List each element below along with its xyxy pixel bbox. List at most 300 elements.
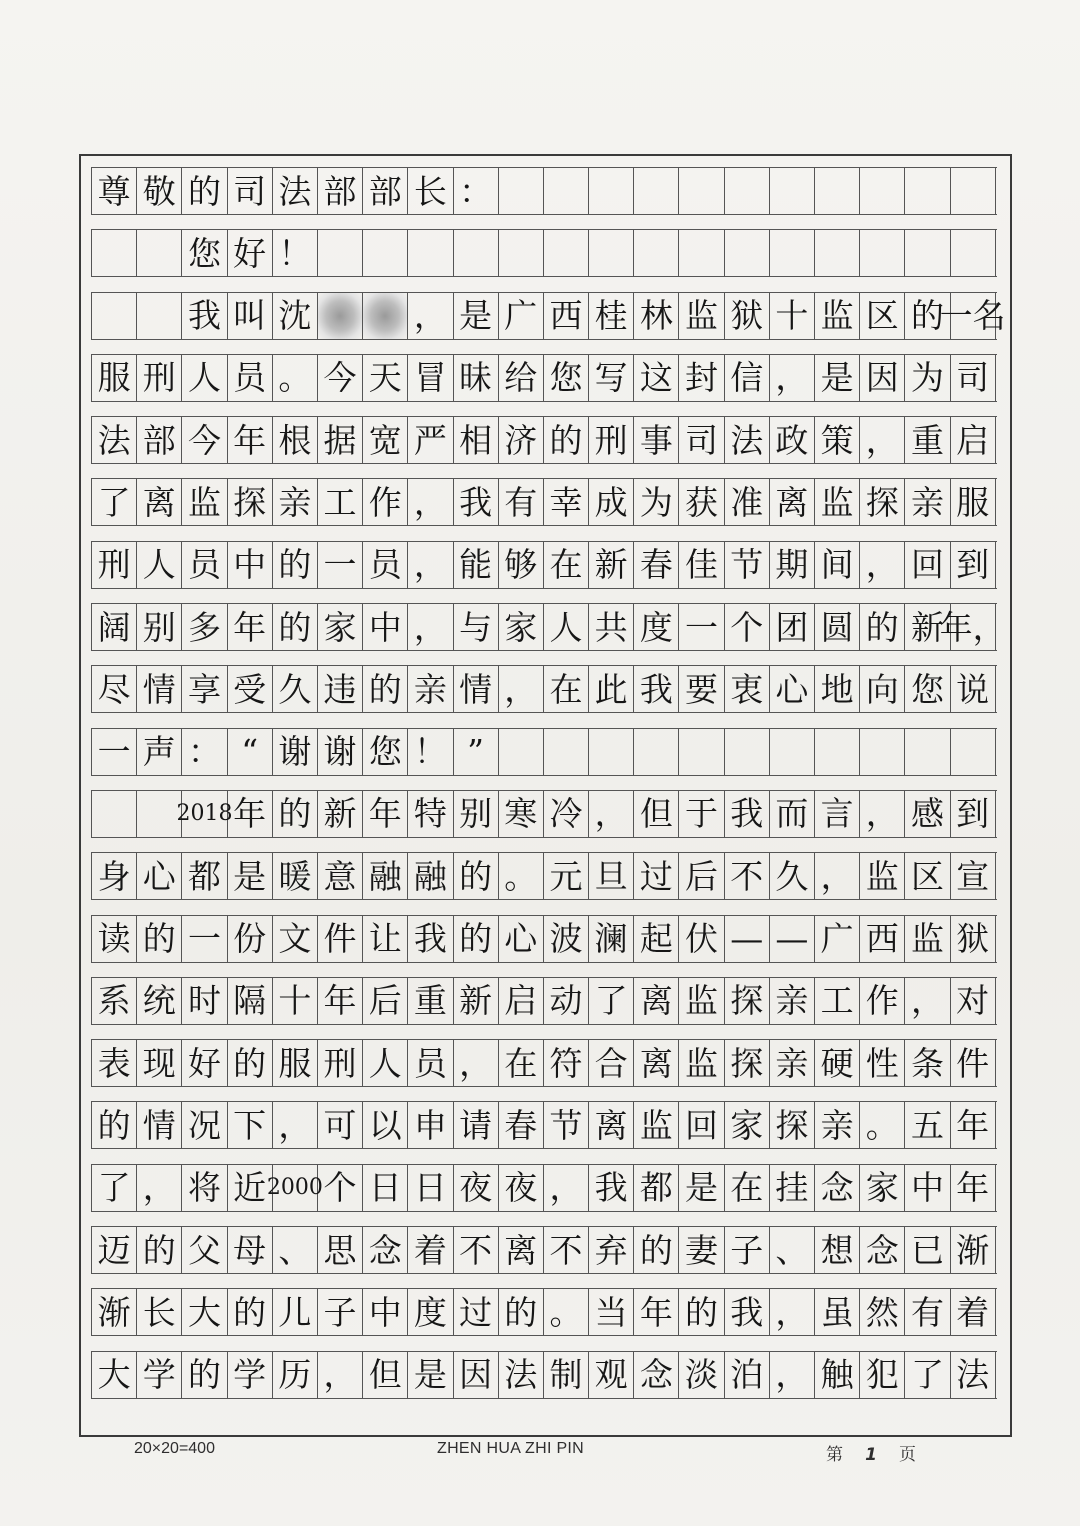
- grid-cell: 的: [228, 1289, 273, 1335]
- grid-cell: 节: [544, 1102, 589, 1148]
- grid-cell: [544, 168, 589, 214]
- grid-cell: 西: [544, 293, 589, 339]
- grid-cell: 情: [137, 1102, 182, 1148]
- grid-cell: 说: [951, 666, 996, 712]
- grid-cell: [634, 230, 679, 276]
- grid-cell: 到: [951, 542, 996, 588]
- grid-cell: 别: [454, 791, 499, 837]
- grid-cell: 后: [679, 853, 724, 899]
- grid-cell: 妻: [679, 1227, 724, 1273]
- grid-cell: “: [228, 729, 273, 775]
- grid-cell: 成: [589, 479, 634, 525]
- grid-row: [91, 728, 997, 776]
- grid-cell: 是: [454, 293, 499, 339]
- grid-cell: 日: [408, 1165, 453, 1211]
- grid-cell: [679, 168, 724, 214]
- grid-cell: 监: [860, 853, 905, 899]
- grid-cell: [454, 230, 499, 276]
- grid-cell: 作: [363, 479, 408, 525]
- grid-cell: 已: [905, 1227, 950, 1273]
- grid-cell: 相: [454, 417, 499, 463]
- page-number-label: [826, 1440, 916, 1465]
- grid-cell: 起: [634, 916, 679, 962]
- grid-cell: 的: [228, 1040, 273, 1086]
- grid-cell: 探: [770, 1102, 815, 1148]
- grid-cell: 是: [228, 853, 273, 899]
- grid-cell: 制: [544, 1352, 589, 1398]
- grid-cell: 触: [815, 1352, 860, 1398]
- grid-cell: 工: [318, 479, 363, 525]
- grid-cell: 不: [725, 853, 770, 899]
- grid-cell: 法: [951, 1352, 996, 1398]
- grid-cell: 想: [815, 1227, 860, 1273]
- grid-cell: 请: [454, 1102, 499, 1148]
- grid-cell: 都: [182, 853, 227, 899]
- grid-cell: 的: [679, 1289, 724, 1335]
- grid-cell: 寒: [499, 791, 544, 837]
- grid-cell: 事: [634, 417, 679, 463]
- grid-cell: 的: [634, 1227, 679, 1273]
- grid-cell: 的: [92, 1102, 137, 1148]
- grid-cell: 夜: [454, 1165, 499, 1211]
- grid-cell: 一名: [951, 293, 996, 339]
- grid-cell: 渐: [951, 1227, 996, 1273]
- grid-cell: [318, 230, 363, 276]
- grid-cell: 法: [725, 417, 770, 463]
- grid-row: [91, 1039, 997, 1087]
- grid-cell: ，: [905, 978, 950, 1024]
- grid-cell: 刑: [318, 1040, 363, 1086]
- grid-cell: 融: [363, 853, 408, 899]
- grid-cell: ！: [408, 729, 453, 775]
- grid-cell: 工: [815, 978, 860, 1024]
- grid-cell: 离: [589, 1102, 634, 1148]
- grid-cell: [905, 729, 950, 775]
- grid-cell: [92, 230, 137, 276]
- grid-cell: 是: [408, 1352, 453, 1398]
- grid-cell: 离: [770, 479, 815, 525]
- grid-cell: 今: [182, 417, 227, 463]
- grid-cell: 近: [228, 1165, 273, 1211]
- grid-cell: 硬: [815, 1040, 860, 1086]
- grid-cell: 衷: [725, 666, 770, 712]
- grid-cell: 西: [860, 916, 905, 962]
- grid-cell: 情: [454, 666, 499, 712]
- grid-cell: ，: [860, 791, 905, 837]
- grid-cell: 谢: [273, 729, 318, 775]
- grid-cell: 在: [544, 666, 589, 712]
- grid-cell: 声: [137, 729, 182, 775]
- grid-cell: 波: [544, 916, 589, 962]
- grid-cell: ，: [860, 542, 905, 588]
- grid-cell: 文: [273, 916, 318, 962]
- grid-cell: 违: [318, 666, 363, 712]
- grid-cell: 离: [499, 1227, 544, 1273]
- grid-cell: [499, 168, 544, 214]
- grid-cell: [860, 168, 905, 214]
- grid-cell: 广: [499, 293, 544, 339]
- grid-cell: 多: [182, 604, 227, 650]
- grid-cell: 合: [589, 1040, 634, 1086]
- grid-cell: 夜: [499, 1165, 544, 1211]
- grid-cell: 此: [589, 666, 634, 712]
- grid-cell: ！: [273, 230, 318, 276]
- grid-row: [91, 229, 997, 277]
- grid-cell: 您: [363, 729, 408, 775]
- grid-cell: 宣: [951, 853, 996, 899]
- grid-cell: 您: [905, 666, 950, 712]
- grid-cell: [951, 168, 996, 214]
- grid-cell: 好: [182, 1040, 227, 1086]
- grid-cell: 下: [228, 1102, 273, 1148]
- grid-cell: ，: [770, 355, 815, 401]
- grid-cell: 了: [589, 978, 634, 1024]
- grid-cell: 的: [544, 417, 589, 463]
- grid-cell: 亲: [770, 978, 815, 1024]
- grid-cell: 刑: [137, 355, 182, 401]
- grid-cell: 刑: [92, 542, 137, 588]
- grid-cell: 员: [363, 542, 408, 588]
- grid-cell: [905, 230, 950, 276]
- grid-row: [91, 1226, 997, 1274]
- grid-cell: 年: [951, 1102, 996, 1148]
- grid-cell: 监: [182, 479, 227, 525]
- grid-cell: 法: [499, 1352, 544, 1398]
- grid-cell: [137, 293, 182, 339]
- grid-cell: 昧: [454, 355, 499, 401]
- grid-cell: 探: [725, 1040, 770, 1086]
- grid-cell: 据: [318, 417, 363, 463]
- grid-cell: 心: [770, 666, 815, 712]
- grid-cell: ，: [137, 1165, 182, 1211]
- grid-cell: 一: [679, 604, 724, 650]
- grid-cell: 但: [363, 1352, 408, 1398]
- page-prefix: 第: [826, 1445, 843, 1465]
- grid-cell: 因: [860, 355, 905, 401]
- grid-cell: 2018: [182, 791, 227, 837]
- grid-cell: 重: [408, 978, 453, 1024]
- grid-cell: 年: [363, 791, 408, 837]
- grid-cell: 大: [182, 1289, 227, 1335]
- grid-cell: 亲: [408, 666, 453, 712]
- grid-cell: 阔: [92, 604, 137, 650]
- grid-row: [91, 1164, 997, 1212]
- grid-cell: 地: [815, 666, 860, 712]
- grid-cell: ：: [182, 729, 227, 775]
- grid-cell: [815, 168, 860, 214]
- grid-cell: 冒: [408, 355, 453, 401]
- grid-cell: 写: [589, 355, 634, 401]
- grid-cell: 的: [273, 791, 318, 837]
- grid-cell: 为: [634, 479, 679, 525]
- grid-cell: 年: [951, 1165, 996, 1211]
- grid-cell: 敬: [137, 168, 182, 214]
- grid-cell: 旦: [589, 853, 634, 899]
- grid-cell: ，: [454, 1040, 499, 1086]
- grid-cell: 泊: [725, 1352, 770, 1398]
- grid-cell: 刑: [589, 417, 634, 463]
- grid-cell: 司: [228, 168, 273, 214]
- grid-cell: 新: [905, 604, 950, 650]
- grid-cell: 动: [544, 978, 589, 1024]
- grid-cell: 以: [363, 1102, 408, 1148]
- grid-cell: 一: [182, 916, 227, 962]
- grid-cell: 区: [860, 293, 905, 339]
- grid-cell: 新: [454, 978, 499, 1024]
- grid-cell: 过: [454, 1289, 499, 1335]
- grid-cell: 日: [363, 1165, 408, 1211]
- grid-cell: 学: [228, 1352, 273, 1398]
- grid-cell: ，: [815, 853, 860, 899]
- grid-cell: [499, 230, 544, 276]
- grid-cell: 现: [137, 1040, 182, 1086]
- grid-cell: 弃: [589, 1227, 634, 1273]
- grid-cell: 中: [363, 1289, 408, 1335]
- grid-cell: 个: [318, 1165, 363, 1211]
- grid-cell: 心: [499, 916, 544, 962]
- grid-cell: 一: [92, 729, 137, 775]
- grid-cell: 探: [860, 479, 905, 525]
- grid-cell: 狱: [951, 916, 996, 962]
- grid-row: [91, 977, 997, 1025]
- grid-cell: 让: [363, 916, 408, 962]
- grid-cell: 条: [905, 1040, 950, 1086]
- grid-cell: 有: [499, 479, 544, 525]
- grid-cell: 件: [951, 1040, 996, 1086]
- grid-cell: 十: [770, 293, 815, 339]
- grid-cell: 后: [363, 978, 408, 1024]
- grid-cell: 着: [951, 1289, 996, 1335]
- grid-cell: 够: [499, 542, 544, 588]
- grid-cell: 暖: [273, 853, 318, 899]
- grid-cell: 启: [499, 978, 544, 1024]
- grid-cell: 五: [905, 1102, 950, 1148]
- grid-cell: 亲: [273, 479, 318, 525]
- grid-cell: 的: [499, 1289, 544, 1335]
- grid-cell: 春: [634, 542, 679, 588]
- grid-cell: ，: [770, 1352, 815, 1398]
- grid-cell: 狱: [725, 293, 770, 339]
- grid-cell: 念: [815, 1165, 860, 1211]
- grid-cell: 的: [454, 853, 499, 899]
- grid-cell: [92, 791, 137, 837]
- grid-cell: ，: [408, 293, 453, 339]
- grid-row: [91, 852, 997, 900]
- grid-cell: 念: [860, 1227, 905, 1273]
- grid-cell: 法: [273, 168, 318, 214]
- grid-cell: 我: [725, 1289, 770, 1335]
- grid-cell: 沈: [273, 293, 318, 339]
- grid-cell: 部: [137, 417, 182, 463]
- grid-row: [91, 603, 1006, 651]
- grid-cell: 监: [679, 293, 724, 339]
- grid-cell: 探: [228, 479, 273, 525]
- grid-cell: ”: [454, 729, 499, 775]
- grid-row: [91, 541, 997, 589]
- grid-cell: 要: [679, 666, 724, 712]
- grid-cell: 时: [182, 978, 227, 1024]
- grid-cell: 新: [589, 542, 634, 588]
- grid-cell: [679, 729, 724, 775]
- grid-cell: 我: [454, 479, 499, 525]
- grid-cell: 家: [725, 1102, 770, 1148]
- grid-cell: ，: [273, 1102, 318, 1148]
- grid-cell: 个: [725, 604, 770, 650]
- grid-cell: 向: [860, 666, 905, 712]
- grid-cell: 情: [137, 666, 182, 712]
- page-suffix: 页: [899, 1445, 916, 1465]
- grid-cell: 申: [408, 1102, 453, 1148]
- grid-cell: [92, 293, 137, 339]
- grid-cell: 亲: [770, 1040, 815, 1086]
- grid-cell: 澜: [589, 916, 634, 962]
- grid-cell: 而: [770, 791, 815, 837]
- grid-cell: 家: [499, 604, 544, 650]
- grid-cell: ，: [860, 417, 905, 463]
- redacted-cell: [318, 293, 363, 339]
- grid-cell: 团: [770, 604, 815, 650]
- grid-cell: [634, 168, 679, 214]
- grid-cell: 的: [860, 604, 905, 650]
- grid-cell: 服: [951, 479, 996, 525]
- grid-cell: 为: [905, 355, 950, 401]
- grid-cell: —: [725, 916, 770, 962]
- grid-cell: 中: [228, 542, 273, 588]
- grid-cell: 年: [634, 1289, 679, 1335]
- grid-cell: 天: [363, 355, 408, 401]
- grid-cell: 监: [815, 479, 860, 525]
- grid-cell: [815, 729, 860, 775]
- grid-cell: 都: [634, 1165, 679, 1211]
- grid-cell: 可: [318, 1102, 363, 1148]
- grid-cell: 过: [634, 853, 679, 899]
- grid-cell: 况: [182, 1102, 227, 1148]
- grid-cell: 服: [92, 355, 137, 401]
- manuscript-grid: [91, 167, 1006, 1413]
- grid-cell: 、: [273, 1227, 318, 1273]
- grid-cell: 大: [92, 1352, 137, 1398]
- grid-cell: 2000: [273, 1165, 318, 1211]
- grid-cell: ，: [408, 479, 453, 525]
- grid-cell: 好: [228, 230, 273, 276]
- grid-cell: 当: [589, 1289, 634, 1335]
- grid-cell: 历: [273, 1352, 318, 1398]
- grid-cell: 我: [408, 916, 453, 962]
- grid-cell: 母: [228, 1227, 273, 1273]
- grid-cell: [951, 729, 996, 775]
- grid-row: [91, 354, 997, 402]
- grid-cell: 因: [454, 1352, 499, 1398]
- grid-cell: 与: [454, 604, 499, 650]
- grid-cell: 共: [589, 604, 634, 650]
- grid-cell: 谢: [318, 729, 363, 775]
- grid-cell: [544, 729, 589, 775]
- grid-cell: 这: [634, 355, 679, 401]
- grid-cell: 离: [634, 1040, 679, 1086]
- grid-cell: 员: [228, 355, 273, 401]
- grid-cell: 的: [454, 916, 499, 962]
- grid-cell: 能: [454, 542, 499, 588]
- grid-cell: 到: [951, 791, 996, 837]
- grid-cell: 隔: [228, 978, 273, 1024]
- grid-cell: 犯: [860, 1352, 905, 1398]
- grid-cell: 的: [273, 542, 318, 588]
- grid-cell: 我: [182, 293, 227, 339]
- grid-cell: 林: [634, 293, 679, 339]
- grid-cell: 家: [318, 604, 363, 650]
- grid-cell: 部: [363, 168, 408, 214]
- grid-cell: [634, 729, 679, 775]
- grid-cell: 部: [318, 168, 363, 214]
- grid-cell: 人: [182, 355, 227, 401]
- grid-cell: 叫: [228, 293, 273, 339]
- grid-cell: ，: [499, 666, 544, 712]
- grid-cell: 年: [228, 791, 273, 837]
- grid-cell: 信: [725, 355, 770, 401]
- grid-cell: [770, 230, 815, 276]
- grid-cell: 监: [905, 916, 950, 962]
- grid-cell: 然: [860, 1289, 905, 1335]
- grid-cell: 我: [634, 666, 679, 712]
- grid-cell: 了: [92, 479, 137, 525]
- grid-cell: 特: [408, 791, 453, 837]
- grid-cell: 身: [92, 853, 137, 899]
- grid-cell: 系: [92, 978, 137, 1024]
- grid-cell: 获: [679, 479, 724, 525]
- grid-cell: 监: [679, 1040, 724, 1086]
- grid-cell: [679, 230, 724, 276]
- grid-cell: 对: [951, 978, 996, 1024]
- grid-cell: 中: [363, 604, 408, 650]
- grid-cell: 父: [182, 1227, 227, 1273]
- grid-cell: [725, 729, 770, 775]
- grid-cell: [589, 729, 634, 775]
- grid-cell: 融: [408, 853, 453, 899]
- grid-cell: 间: [815, 542, 860, 588]
- grid-cell: 子: [318, 1289, 363, 1335]
- grid-cell: 。: [860, 1102, 905, 1148]
- grid-cell: 久: [273, 666, 318, 712]
- grid-cell: ，: [544, 1165, 589, 1211]
- grid-cell: 感: [905, 791, 950, 837]
- grid-cell: 言: [815, 791, 860, 837]
- grid-cell: [137, 230, 182, 276]
- grid-cell: 今: [318, 355, 363, 401]
- grid-cell: ，: [318, 1352, 363, 1398]
- grid-cell: 十: [273, 978, 318, 1024]
- grid-cell: 人: [137, 542, 182, 588]
- grid-cell: 的: [137, 916, 182, 962]
- grid-cell: 冷: [544, 791, 589, 837]
- grid-cell: 元: [544, 853, 589, 899]
- grid-cell: 济: [499, 417, 544, 463]
- grid-cell: 度: [408, 1289, 453, 1335]
- grid-cell: [860, 729, 905, 775]
- grid-cell: ，: [408, 542, 453, 588]
- grid-spec-label: 20×20=400: [134, 1440, 215, 1457]
- grid-row: [91, 665, 997, 713]
- grid-cell: [589, 168, 634, 214]
- grid-cell: 长: [408, 168, 453, 214]
- grid-cell: 探: [725, 978, 770, 1024]
- paper-brand: ZHEN HUA ZHI PIN: [437, 1440, 585, 1457]
- grid-cell: 有: [905, 1289, 950, 1335]
- grid-cell: [499, 729, 544, 775]
- grid-cell: 您: [544, 355, 589, 401]
- grid-cell: [860, 230, 905, 276]
- grid-cell: 一: [318, 542, 363, 588]
- grid-cell: 年: [228, 417, 273, 463]
